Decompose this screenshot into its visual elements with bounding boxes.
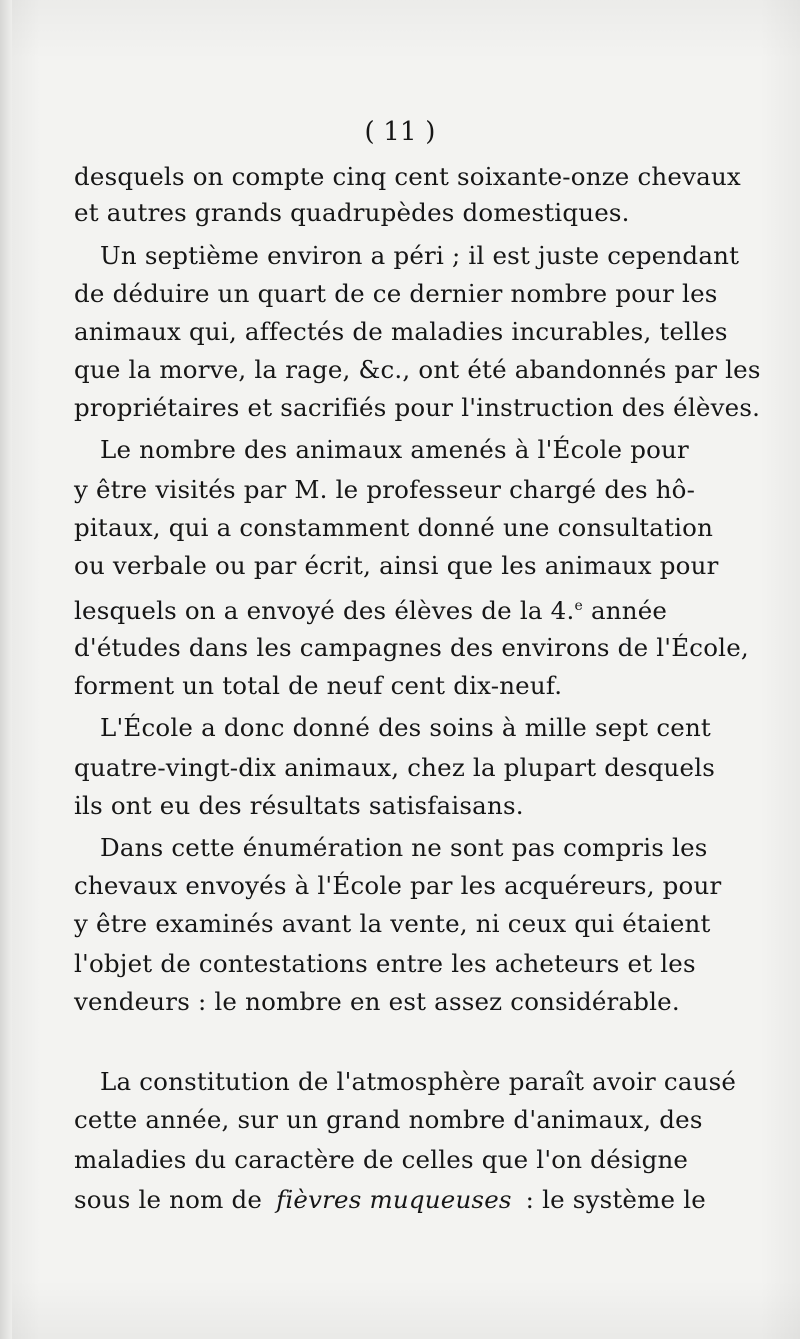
page-number: ( 11 ): [364, 117, 436, 147]
text-line-13: d'études dans les campagnes des environs de l'École,: [74, 633, 749, 662]
text-line-21: l'objet de contestations entre les acheteurs et les: [74, 949, 696, 978]
text-line-8: Le nombre des animaux amenés à l'École pour: [100, 435, 689, 464]
ordinal-fourth: 4.$^e$: [550, 596, 583, 625]
text-line-23: La constitution de l'atmosphère paraît avoir causé: [100, 1067, 737, 1096]
text-line-4: de déduire un quart de ce dernier nombre pour les: [74, 279, 718, 308]
text-line-20: y être examinés avant la vente, ni ceux qui étaient: [74, 909, 711, 938]
text-line-10: pitaux, qui a constamment donné une consultation: [74, 513, 714, 542]
text-line-25: maladies du caractère de celles que l'on désigne: [74, 1145, 689, 1174]
text-line-6: que la morve, la rage, &c., ont été abandonnés par les: [74, 355, 761, 384]
text-line-3: Un septième environ a péri ; il est juste cependant: [100, 241, 740, 270]
show-through-shadow: [86, 1030, 726, 1064]
italic-term: fièvres muqueuses: [276, 1185, 512, 1214]
text-line-24: cette année, sur un grand nombre d'animaux, des: [74, 1105, 703, 1134]
text-line-12: lesquels on a envoyé des élèves de la 4.$^e$ année: [74, 596, 668, 625]
text-line-7: propriétaires et sacrifiés pour l'instruction des élèves.: [74, 393, 761, 422]
text-line-26: sous le nom de fièvres muqueuses : le système le: [74, 1180, 706, 1220]
page-binding-shadow: [0, 0, 12, 1339]
text-line-2: et autres grands quadrupèdes domestiques.: [74, 198, 630, 227]
text-line-5: animaux qui, affectés de maladies incurables, telles: [74, 317, 728, 346]
text-line-19: chevaux envoyés à l'École par les acquéreurs, pour: [74, 871, 722, 900]
text-line-9: y être visités par M. le professeur chargé des hô-: [74, 475, 696, 504]
text-line-16: quatre-vingt-dix animaux, chez la plupart desquels: [74, 753, 716, 782]
text-line-11: ou verbale ou par écrit, ainsi que les animaux pour: [74, 551, 719, 580]
text-line-18: Dans cette énumération ne sont pas compris les: [100, 833, 708, 862]
text-line-1: desquels on compte cinq cent soixante-onze chevaux: [74, 162, 741, 191]
text-line-17: ils ont eu des résultats satisfaisans.: [74, 791, 524, 820]
text-line-15: L'École a donc donné des soins à mille sept cent: [100, 713, 711, 742]
text-line-14: forment un total de neuf cent dix-neuf.: [74, 671, 563, 700]
text-line-22: vendeurs : le nombre en est assez considérable.: [74, 987, 680, 1016]
